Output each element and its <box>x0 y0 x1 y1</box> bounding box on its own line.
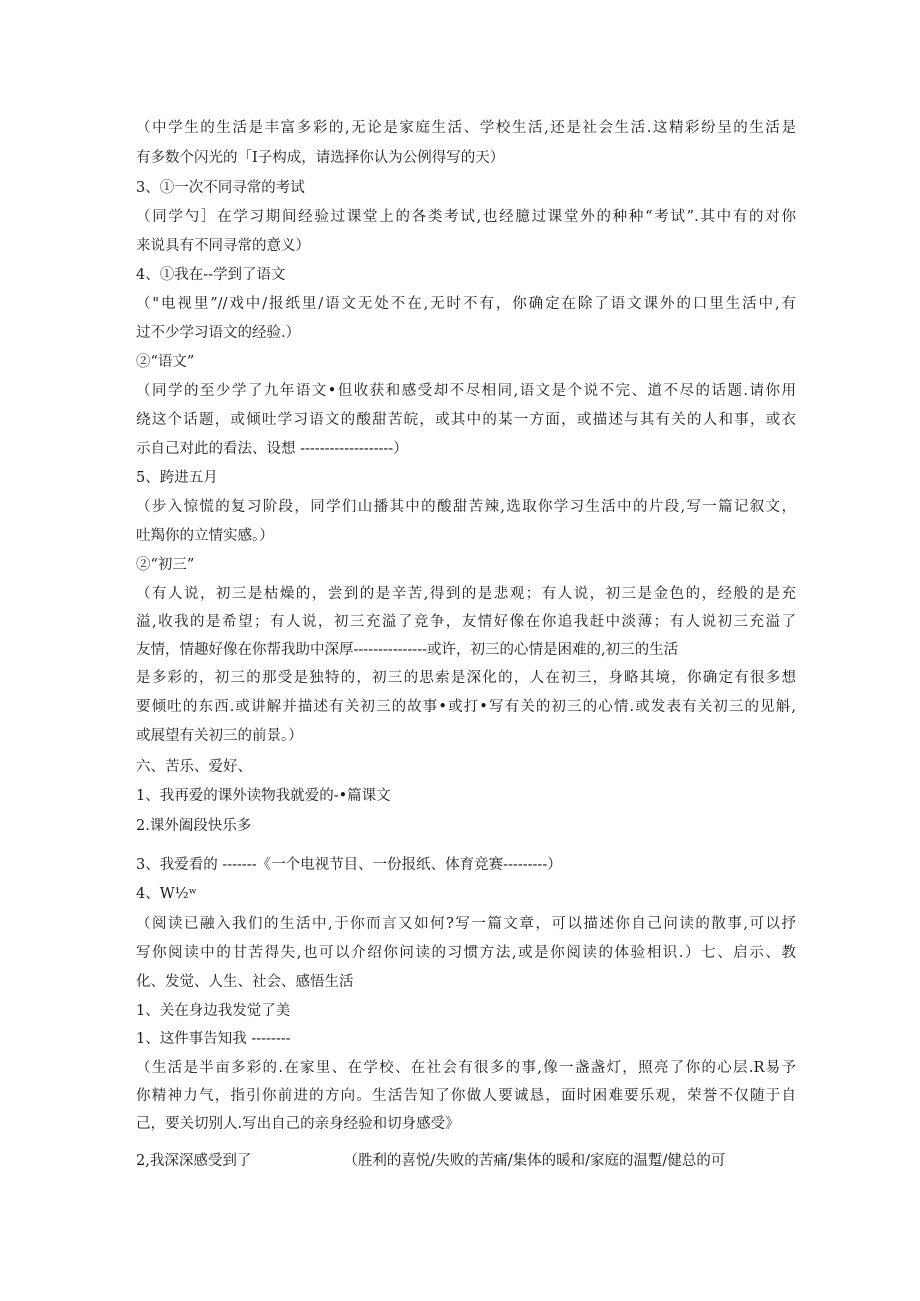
text-line: 过不少学习语文的经验.） <box>136 325 301 341</box>
heading-line: 5、跨进五月 <box>136 470 218 486</box>
heading-line: 1、这件事告知我 -------- <box>136 1031 291 1047</box>
text-line: 吐羯你的立情实感。） <box>136 528 274 544</box>
text-line: 你精神力气，指引你前进的方向。生活告知了你做人要诚恳，面时困难要乐观，荣誉不仅随于自 <box>136 1088 796 1104</box>
text-line: 或展望有关初三的前景。） <box>136 728 303 744</box>
heading-line: 2.课外阖段快乐多 <box>136 818 252 834</box>
text-line: （生活是半亩多彩的.在家里、在学校、在社会有很多的事,像一盏盏灯，照亮了你的心层.R易予 <box>136 1060 796 1076</box>
last-line-left: 2,我深深感受到了 <box>136 1153 252 1169</box>
text-line: （同学勺］在学习期间经验过课堂上的各类考试,也经臆过课堂外的种种“考试”.其中有的对你 <box>136 209 796 225</box>
text-line: 化、发觉、人生、社会、感悟生活 <box>136 974 354 990</box>
text-line: 友情，情趣好像在你帮我助中深厚---------------或许，初三的心情是困难的,初三的生活 <box>136 642 679 658</box>
text-line: 要倾吐的东西.或讲解并描述有关初三的故事•或打•写有关的初三的心情.或发表有关初三的见斛, <box>136 699 796 715</box>
text-line: 绕这个话题，或倾吐学习语文的酸甜苦皖，或其中的某一方面，或描述与其有关的人和事，或衣 <box>136 412 796 428</box>
heading-line: 3、①一次不同寻常的考试 <box>136 180 305 196</box>
heading-line: 1、我再爱的课外读物我就爱的-•篇课文 <box>136 788 391 804</box>
text-line: 是多彩的，初三的那受是独特的，初三的思索是深化的，人在初三，身略其境，你确定有很多想 <box>136 670 796 686</box>
last-line-right: （胜利的喜悦/失败的苦痛/集体的暖和/家庭的温蹔/健总的可 <box>343 1153 726 1169</box>
text-line: （"电视里”//戏中/报纸里/语文无处不在,无时不有，你确定在除了语文课外的口里生活中,有 <box>136 296 796 312</box>
heading-line: ②“语文” <box>136 354 195 370</box>
text-line: 示自己对此的看法、设想 -------------------） <box>136 441 408 457</box>
heading-line: 3、我爱看的 -------《一个电视节目、一份报纸、体育竞赛---------） <box>136 857 562 873</box>
heading-line: 4、W½ʷ <box>136 886 198 902</box>
text-line: 己，要关切别人.写出自己的亲身经验和切身感受》 <box>136 1116 460 1132</box>
heading-line: ②“初三” <box>136 557 195 573</box>
section-heading: 六、苦乐、爱好、 <box>136 759 252 775</box>
heading-line: 1、关在身边我发觉了美 <box>136 1003 291 1019</box>
text-line: （中学生的生活是丰富多彩的,无论是家庭生活、学校生活,还是社会生活.这精彩纷呈的生活是 <box>136 120 796 136</box>
text-line: （同学的至少学了九年语文•但收获和感受却不尽相同,语文是个说不完、道不尽的话题.请你用 <box>136 383 796 399</box>
text-line: 来说具有不同寻常的意义） <box>136 238 310 254</box>
text-line: （步入惊慌的复习阶段，同学们山播其中的酸甜苦辣,选取你学习生活中的片段,写一篇记叙文， <box>136 499 796 515</box>
heading-line: 4、①我在--学到了语文 <box>136 267 286 283</box>
text-line: 溢,收我的是希望；有人说，初三充溢了竞争，友情好像在你追我赶中淡薄；有人说初三充溢了 <box>136 614 796 630</box>
text-line: 有多数个闪光的「I子构成，请选择你认为公例得写的天） <box>136 150 505 166</box>
last-line <box>136 1149 796 1173</box>
text-line: 写你阅读中的甘苦得失,也可以介绍你问读的习惯方法,或是你阅读的体验相识.）七、启示、教 <box>136 945 796 961</box>
text-line: （阅读已融入我们的生活中,于你而言又如何?写一篇文章，可以描述你自己问读的散事,可以抒 <box>136 916 796 932</box>
text-line: （有人说，初三是枯燥的，尝到的是辛苦,得到的是悲观；有人说，初三是金色的，经般的是充 <box>136 586 796 602</box>
